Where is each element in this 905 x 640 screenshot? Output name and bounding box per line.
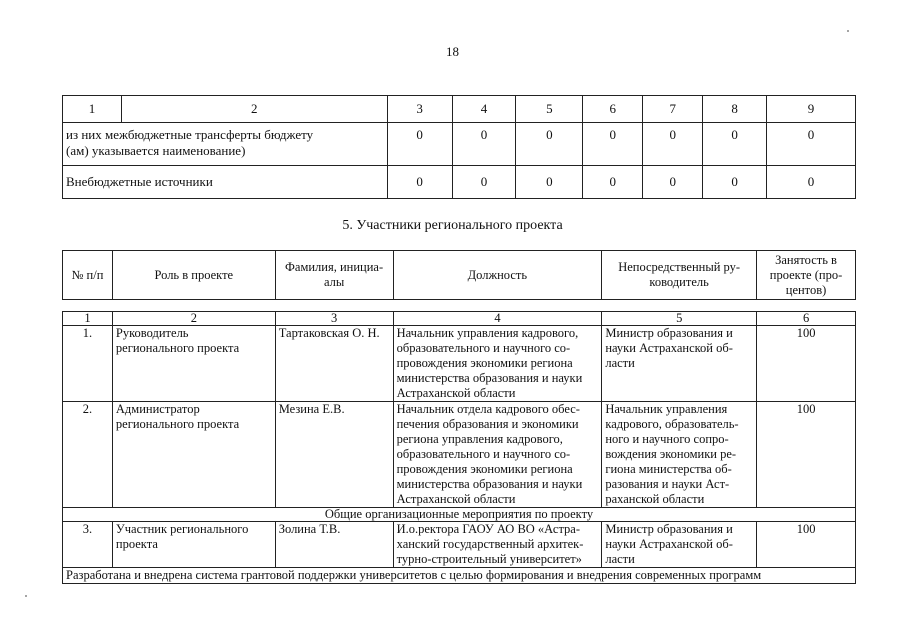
text-line: образовательного и научного со-: [396, 341, 571, 355]
budget-row-label: Внебюджетные источники: [63, 166, 388, 199]
text-line: ласти: [605, 356, 635, 370]
section-title: 5. Участники регионального проекта: [342, 218, 563, 233]
header-line: алы: [323, 275, 345, 289]
header-line: Занятость в: [775, 252, 837, 267]
text-line: Начальник управления: [605, 402, 728, 416]
text-line: гиона министерства об-: [605, 462, 732, 476]
budget-header-cell: 6: [583, 96, 643, 123]
participants-header-table: [62, 250, 856, 300]
participant-num: 2.: [63, 402, 113, 508]
column-numbers-row: [63, 312, 856, 326]
budget-value-cell: 0: [452, 123, 516, 166]
participant-name: Мезина Е.В.: [275, 402, 393, 508]
budget-value-cell: 0: [516, 166, 583, 199]
budget-value-cell: 0: [643, 123, 703, 166]
participant-employment: 100: [757, 326, 856, 402]
participant-row: [63, 402, 856, 508]
budget-value-cell: 0: [516, 123, 583, 166]
text-line: регионального проекта: [115, 417, 240, 431]
text-line: науки Астраханской об-: [605, 341, 733, 355]
text-line: провождения экономики региона: [396, 462, 573, 476]
text-line: провождения экономики региона: [396, 356, 573, 370]
participant-supervisor: [602, 522, 757, 568]
budget-value-cell: 0: [767, 166, 856, 199]
participant-position: [393, 522, 602, 568]
budget-header-cell: 5: [516, 96, 583, 123]
text-line: образовательного и научного со-: [396, 447, 571, 461]
text-line: печения образования и экономики: [396, 417, 579, 431]
label-line: (ам) указывается наименование): [66, 143, 246, 158]
participant-name: Золина Т.В.: [275, 522, 393, 568]
text-line: кадрового, образователь-: [605, 417, 739, 431]
column-number: 6: [757, 312, 856, 326]
participant-num: 1.: [63, 326, 113, 402]
budget-row-transfers: [63, 123, 856, 166]
section-row: [63, 508, 856, 522]
label-line: из них межбюджетные трансферты бюджету: [66, 127, 314, 142]
budget-row-label: [63, 123, 388, 166]
text-line: Начальник отдела кадрового обес-: [396, 402, 580, 416]
participant-role: [112, 326, 275, 402]
header-line: Непосредственный ру-: [618, 260, 741, 274]
text-line: министерства образования и науки: [396, 477, 583, 491]
text-line: разования и науки Аст-: [605, 477, 730, 491]
budget-header-cell: 2: [121, 96, 387, 123]
text-line: ласти: [605, 552, 635, 566]
text-line: Администратор: [115, 402, 200, 416]
budget-header-row: [63, 96, 856, 123]
text-line: И.о.ректора ГАОУ АО ВО «Астра-: [396, 522, 581, 536]
page-number: 18: [446, 44, 459, 59]
header-num: № п/п: [63, 251, 113, 300]
participant-employment: 100: [757, 522, 856, 568]
participant-role: [112, 522, 275, 568]
text-line: ханский государственный архитек-: [396, 537, 584, 551]
header-line: Фамилия, инициа-: [285, 260, 384, 274]
text-line: вождения экономики ре-: [605, 447, 737, 461]
participant-position: [393, 402, 602, 508]
text-line: Руководитель: [115, 326, 189, 340]
participant-position: [393, 326, 602, 402]
text-line: турно-строительный университет»: [396, 552, 582, 566]
participant-row: [63, 522, 856, 568]
participant-employment: 100: [757, 402, 856, 508]
text-line: раханской области: [605, 492, 705, 506]
column-number: 1: [63, 312, 113, 326]
budget-value-cell: 0: [387, 123, 452, 166]
text-line: Министр образования и: [605, 326, 733, 340]
budget-value-cell: 0: [703, 166, 767, 199]
budget-value-cell: 0: [703, 123, 767, 166]
participants-header-row: [63, 251, 856, 300]
budget-table: [62, 95, 856, 199]
header-line: центов): [785, 282, 827, 297]
budget-value-cell: 0: [767, 123, 856, 166]
budget-value-cell: 0: [583, 123, 643, 166]
text-line: министерства образования и науки: [396, 371, 583, 385]
footer-row: [63, 568, 856, 584]
section-row-label: Общие организационные мероприятия по проекту: [63, 508, 856, 522]
text-line: Участник регионального: [115, 522, 249, 536]
budget-header-cell: 7: [643, 96, 703, 123]
header-name: [275, 251, 393, 300]
header-line: проекте (про-: [769, 267, 843, 282]
text-line: проекта: [115, 537, 158, 551]
column-number: 3: [275, 312, 393, 326]
budget-header-cell: 9: [767, 96, 856, 123]
column-number: 4: [393, 312, 602, 326]
budget-value-cell: 0: [452, 166, 516, 199]
header-supervisor: [602, 251, 757, 300]
column-number: 5: [602, 312, 757, 326]
participants-table: [62, 311, 856, 584]
header-employment: [757, 251, 856, 300]
text-line: региона управления кадрового,: [396, 432, 563, 446]
header-role: Роль в проекте: [112, 251, 275, 300]
text-line: ного и научного сопро-: [605, 432, 729, 446]
participant-row: [63, 326, 856, 402]
participant-supervisor: [602, 402, 757, 508]
budget-value-cell: 0: [643, 166, 703, 199]
participant-num: 3.: [63, 522, 113, 568]
budget-header-cell: 1: [63, 96, 122, 123]
participant-supervisor: [602, 326, 757, 402]
text-line: науки Астраханской об-: [605, 537, 733, 551]
header-line: ководитель: [649, 275, 709, 289]
text-line: Астраханской области: [396, 492, 516, 506]
text-line: Начальник управления кадрового,: [396, 326, 579, 340]
text-line: Министр образования и: [605, 522, 733, 536]
budget-row-extrabudgetary: [63, 166, 856, 199]
text-line: регионального проекта: [115, 341, 240, 355]
footer-row-text: Разработана и внедрена система грантовой поддержки университетов с целью формирования и внедрения современных программ: [63, 568, 856, 584]
budget-header-cell: 4: [452, 96, 516, 123]
participant-role: [112, 402, 275, 508]
budget-header-cell: 8: [703, 96, 767, 123]
text-line: Астраханской области: [396, 386, 516, 400]
header-position: Должность: [393, 251, 602, 300]
scan-speck: [25, 595, 27, 597]
budget-value-cell: 0: [583, 166, 643, 199]
budget-header-cell: 3: [387, 96, 452, 123]
column-number: 2: [112, 312, 275, 326]
scan-speck: [847, 30, 849, 32]
budget-value-cell: 0: [387, 166, 452, 199]
participant-name: Тартаковская О. Н.: [275, 326, 393, 402]
